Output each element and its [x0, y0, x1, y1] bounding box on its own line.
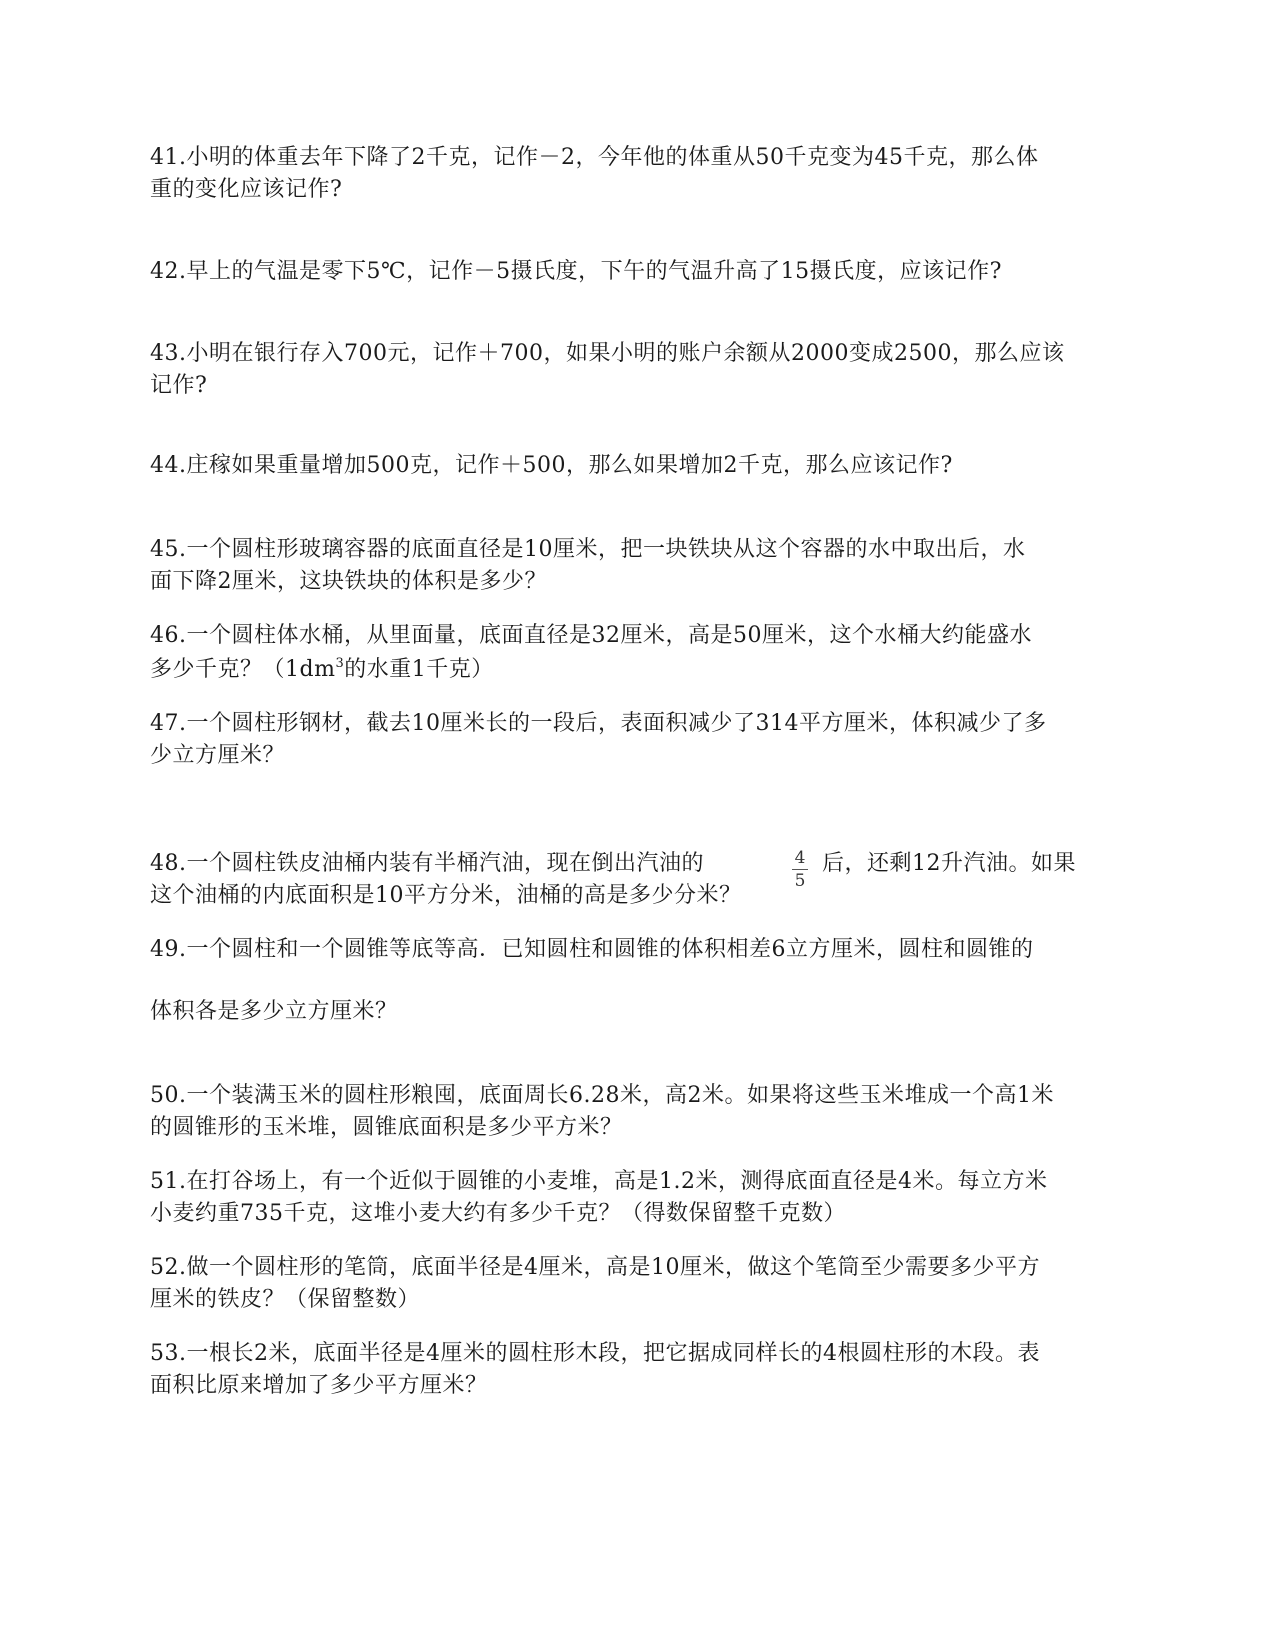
fraction-bar	[792, 869, 808, 870]
problem-46-line-1: 46.一个圆柱体水桶，从里面量，底面直径是32厘米，高是50厘米，这个水桶大约能盛水	[150, 623, 1032, 648]
fraction-four-fifths	[790, 848, 810, 891]
problem-46-line-2-start: 多少千克？（1dm	[150, 657, 336, 682]
problem-48-line-1-end: 后，还剩12升汽油。如果	[822, 851, 1076, 876]
problem-48-line-2: 这个油桶的内底面积是10平方分米，油桶的高是多少分米？	[150, 883, 742, 908]
fraction-denominator: 5	[794, 871, 806, 891]
problem-42-line-1: 42.早上的气温是零下5℃，记作－5摄氏度，下午的气温升高了15摄氏度，应该记作?	[150, 259, 1002, 284]
problem-43-line-2: 记作?	[150, 373, 208, 398]
fraction-numerator: 4	[794, 848, 806, 868]
problem-53-line-1: 53.一根长2米，底面半径是4厘米的圆柱形木段，把它据成同样长的4根圆柱形的木段。表	[150, 1341, 1040, 1366]
problem-49-line-1: 49.一个圆柱和一个圆锥等底等高．已知圆柱和圆锥的体积相差6立方厘米，圆柱和圆锥的	[150, 937, 1034, 962]
cubic-exponent: 3	[335, 656, 345, 671]
problem-50-line-2: 的圆锥形的玉米堆，圆锥底面积是多少平方米？	[150, 1115, 623, 1140]
problem-51-line-1: 51.在打谷场上，有一个近似于圆锥的小麦堆，高是1.2米，测得底面直径是4米。每立方米	[150, 1169, 1048, 1194]
problem-52-line-2: 厘米的铁皮？（保留整数）	[150, 1287, 421, 1312]
problem-52-line-1: 52.做一个圆柱形的笔筒，底面半径是4厘米，高是10厘米，做这个笔筒至少需要多少平方	[150, 1255, 1040, 1280]
problem-46-line-2	[150, 654, 494, 686]
problem-47-line-1: 47.一个圆柱形钢材，截去10厘米长的一段后，表面积减少了314平方厘米，体积减少了多	[150, 711, 1047, 736]
problem-41-line-1: 41.小明的体重去年下降了2千克，记作－2，今年他的体重从50千克变为45千克，那么体	[150, 145, 1039, 170]
problem-47-line-2: 少立方厘米？	[150, 743, 286, 768]
problem-44-line-1: 44.庄稼如果重量增加500克，记作＋500，那么如果增加2千克，那么应该记作?	[150, 453, 953, 478]
problem-50-line-1: 50.一个装满玉米的圆柱形粮囤，底面周长6.28米，高2米。如果将这些玉米堆成一个高1米	[150, 1083, 1054, 1108]
problem-45-line-1: 45.一个圆柱形玻璃容器的底面直径是10厘米，把一块铁块从这个容器的水中取出后，水	[150, 537, 1026, 562]
problem-46-line-2-end: 的水重1千克）	[344, 657, 494, 682]
problem-41-line-2: 重的变化应该记作?	[150, 177, 343, 202]
problem-49-line-2: 体积各是多少立方厘米？	[150, 999, 398, 1024]
problem-48-line-1-start: 48.一个圆柱铁皮油桶内装有半桶汽油，现在倒出汽油的	[150, 851, 704, 876]
problem-43-line-1: 43.小明在银行存入700元，记作＋700，如果小明的账户余额从2000变成2500，那么应该	[150, 341, 1065, 366]
problem-45-line-2: 面下降2厘米，这块铁块的体积是多少？	[150, 569, 547, 594]
problem-51-line-2: 小麦约重735千克，这堆小麦大约有多少千克？（得数保留整千克数）	[150, 1201, 846, 1226]
problem-53-line-2: 面积比原来增加了多少平方厘米？	[150, 1373, 488, 1398]
